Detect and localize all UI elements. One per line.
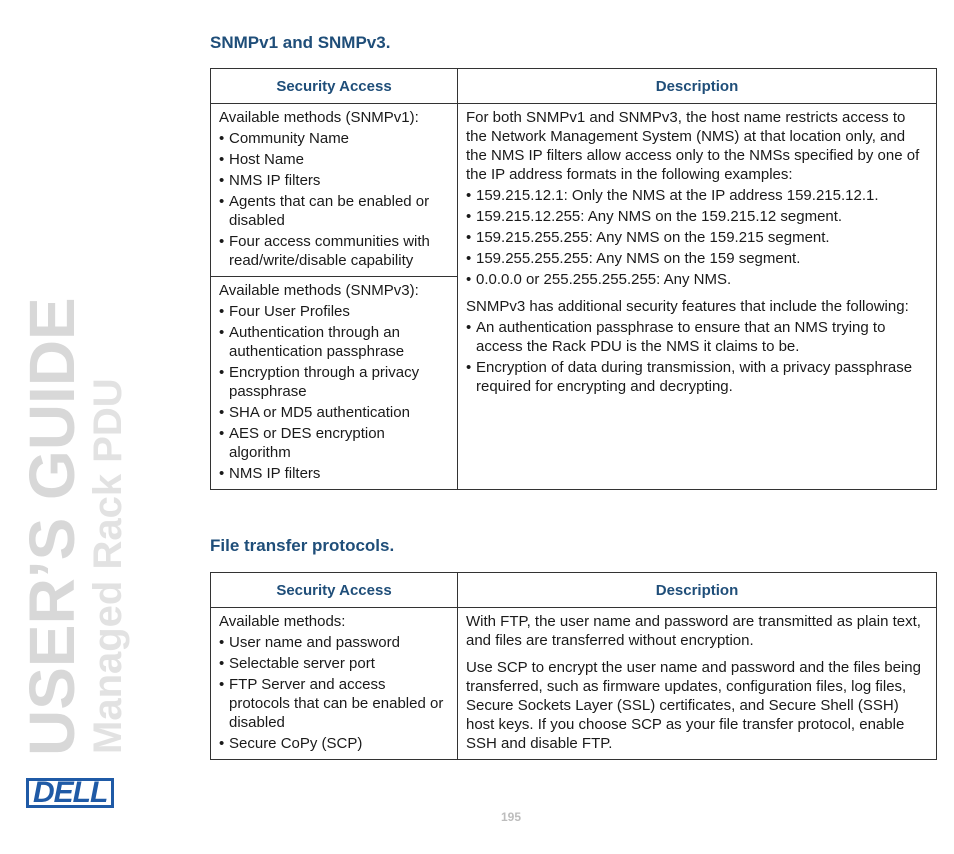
list-item: • NMS IP filters <box>219 464 450 483</box>
list-item: • Four access communities with read/write/disable capability <box>219 232 450 270</box>
side-title <box>16 297 130 756</box>
header-security-access: Security Access <box>211 573 458 608</box>
list-item: • 159.215.12.1: Only the NMS at the IP address 159.215.12.1. <box>466 186 929 205</box>
header-description: Description <box>458 573 937 608</box>
snmpv3-method-list <box>219 302 450 483</box>
table-header-row <box>211 573 937 608</box>
ftp-methods-cell <box>211 608 458 760</box>
dell-logo: DELL <box>26 778 114 808</box>
ftp-description-cell <box>458 608 937 760</box>
description-paragraph: Use SCP to encrypt the user name and password and the files being transferred, such as firmware updates, configuration files, log files, Secure Sockets Layer (SSL) certificates, and Secure Shell (SSH) host keys. If you choose SCP as your file transfer protocol, enable SSH and disable FTP. <box>466 659 921 752</box>
list-item: • Encryption of data during transmission, with a privacy passphrase required for encrypting and decrypting. <box>466 358 929 396</box>
table-header-row <box>211 69 937 104</box>
snmpv1-methods-cell <box>211 104 458 277</box>
ftp-method-list <box>219 633 450 753</box>
list-item: • Host Name <box>219 150 450 169</box>
list-item: • Authentication through an authentication passphrase <box>219 323 450 361</box>
description-paragraph: SNMPv3 has additional security features that include the following: <box>466 298 909 315</box>
list-item: • SHA or MD5 authentication <box>219 403 450 422</box>
ftp-table <box>210 572 937 760</box>
list-item: • Agents that can be enabled or disabled <box>219 192 450 230</box>
list-item: • FTP Server and access protocols that can be enabled or disabled <box>219 675 450 732</box>
guide-title: USER’S GUIDE <box>16 297 88 756</box>
snmpv3-methods-cell <box>211 277 458 490</box>
product-subtitle: Managed Rack PDU <box>86 378 130 754</box>
list-item: • 159.255.255.255: Any NMS on the 159 segment. <box>466 249 929 268</box>
description-paragraph: For both SNMPv1 and SNMPv3, the host name restricts access to the Network Management System (NMS) at that location only, and the NMS IP filters allow access only to the NMSs specified by one of the IP address formats in the following examples: <box>466 109 920 183</box>
snmp-heading: SNMPv1 and SNMPv3. <box>210 33 391 52</box>
description-paragraph: With FTP, the user name and password are transmitted as plain text, and files are transferred without encryption. <box>466 613 921 649</box>
ip-example-list <box>466 186 929 289</box>
snmpv3-intro: Available methods (SNMPv3): <box>219 282 419 299</box>
page-number: 195 <box>500 810 522 824</box>
list-item: • An authentication passphrase to ensure that an NMS trying to access the Rack PDU is the NMS it claims to be. <box>466 318 929 356</box>
ftp-intro: Available methods: <box>219 613 346 630</box>
ftp-heading: File transfer protocols. <box>210 536 395 555</box>
list-item: • 159.215.255.255: Any NMS on the 159.215 segment. <box>466 228 929 247</box>
snmpv1-intro: Available methods (SNMPv1): <box>219 109 419 126</box>
snmpv3-feature-list <box>466 318 929 396</box>
list-item: • Four User Profiles <box>219 302 450 321</box>
snmp-description-cell <box>458 104 937 490</box>
list-item: • NMS IP filters <box>219 171 450 190</box>
list-item: • Selectable server port <box>219 654 450 673</box>
list-item: • Community Name <box>219 129 450 148</box>
table-row <box>211 608 937 760</box>
header-description: Description <box>458 69 937 104</box>
list-item: • 0.0.0.0 or 255.255.255.255: Any NMS. <box>466 270 929 289</box>
list-item: • Encryption through a privacy passphrase <box>219 363 450 401</box>
header-security-access: Security Access <box>211 69 458 104</box>
list-item: • User name and password <box>219 633 450 652</box>
snmp-table <box>210 68 937 490</box>
list-item: • Secure CoPy (SCP) <box>219 734 450 753</box>
table-row <box>211 104 937 277</box>
snmpv1-method-list <box>219 129 450 270</box>
list-item: • AES or DES encryption algorithm <box>219 424 450 462</box>
list-item: • 159.215.12.255: Any NMS on the 159.215.12 segment. <box>466 207 929 226</box>
